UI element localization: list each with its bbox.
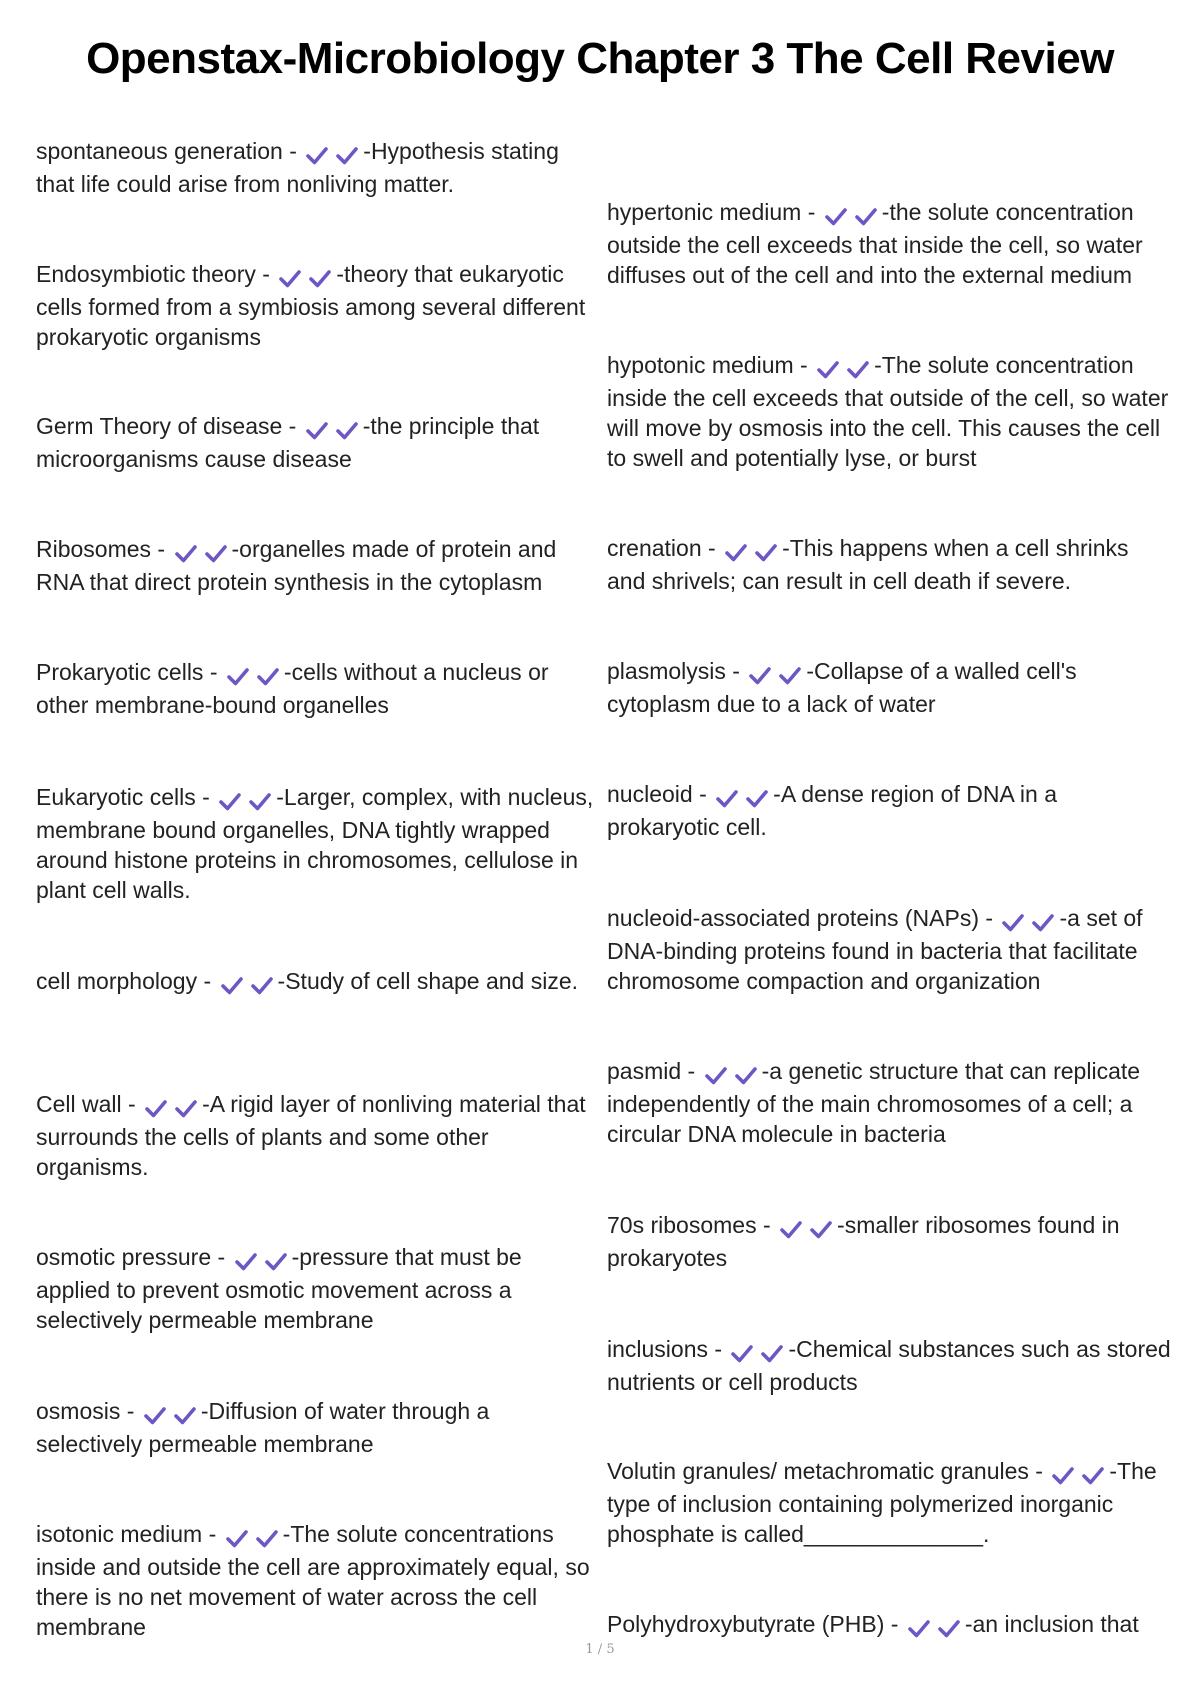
flashcard-entry: Eukaryotic cells - -Larger, complex, with nucleus, membrane bound organelles, DNA tightly wrapped around histone proteins in chromosomes, cellulose in plant cell walls. bbox=[36, 784, 594, 903]
flashcard-entry: cell morphology - -Study of cell shape and size. bbox=[36, 966, 596, 999]
check-marks bbox=[305, 139, 361, 169]
entry-definition: The solute concentration inside the cell exceeds that outside of the cell, so water will move by osmosis into the cell. This causes the cell to swell and potentially lyse, or burst bbox=[607, 352, 1169, 471]
flashcard-entry: nucleoid - -A dense region of DNA in a prokaryotic cell. bbox=[607, 781, 1057, 840]
checkmark-icon bbox=[937, 1618, 961, 1640]
check-marks bbox=[779, 1213, 835, 1243]
entry-term: crenation bbox=[607, 535, 702, 561]
check-marks bbox=[220, 969, 276, 999]
flashcard-entry: Germ Theory of disease - -the principle that microorganisms cause disease bbox=[36, 413, 540, 472]
checkmark-icon bbox=[854, 206, 878, 228]
check-marks bbox=[1001, 906, 1057, 936]
checkmark-icon bbox=[305, 145, 329, 167]
check-marks bbox=[305, 414, 361, 444]
entry-definition: A rigid layer of nonliving material that surrounds the cells of plants and some other organisms. bbox=[36, 1091, 586, 1180]
checkmark-icon bbox=[704, 1065, 728, 1087]
checkmark-icon bbox=[730, 1343, 754, 1365]
checkmark-icon bbox=[248, 791, 272, 813]
flashcard-entry: plasmolysis - -Collapse of a walled cell's cytoplasm due to a lack of water bbox=[607, 658, 1077, 717]
entry-definition: Hypothesis stating that life could arise from nonliving matter. bbox=[36, 138, 559, 197]
entry-term: osmotic pressure bbox=[36, 1244, 212, 1270]
check-marks bbox=[1051, 1459, 1107, 1489]
flashcard-entry: 70s ribosomes - -smaller ribosomes found in prokaryotes bbox=[607, 1212, 1120, 1271]
checkmark-icon bbox=[724, 542, 748, 564]
flashcard-entry: crenation - -This happens when a cell shrinks and shrivels; can result in cell death if severe. bbox=[607, 535, 1129, 594]
flashcard-entry: osmosis - -Diffusion of water through a selectively permeable membrane bbox=[36, 1398, 490, 1457]
check-marks bbox=[824, 200, 880, 230]
entry-definition: an inclusion that bbox=[972, 1611, 1139, 1637]
check-marks bbox=[704, 1059, 760, 1089]
entry-definition: This happens when a cell shrinks and shrivels; can result in cell death if severe. bbox=[607, 535, 1129, 594]
flashcard-entry: osmotic pressure - -pressure that must be applied to prevent osmotic movement across a selectively permeable membrane bbox=[36, 1244, 522, 1333]
entry-term: 70s ribosomes bbox=[607, 1212, 757, 1238]
checkmark-icon bbox=[250, 975, 274, 997]
entry-term: Cell wall bbox=[36, 1091, 122, 1117]
checkmark-icon bbox=[305, 420, 329, 442]
checkmark-icon bbox=[174, 543, 198, 565]
checkmark-icon bbox=[308, 268, 332, 290]
entry-definition: a genetic structure that can replicate independently of the main chromosomes of a cell; a circular DNA molecule in bacteria bbox=[607, 1058, 1141, 1147]
checkmark-icon bbox=[824, 206, 848, 228]
entry-term: Volutin granules/ metachromatic granules bbox=[607, 1458, 1029, 1484]
check-marks bbox=[715, 782, 771, 812]
entry-term: Germ Theory of disease bbox=[36, 413, 283, 439]
check-marks bbox=[143, 1399, 199, 1429]
entry-term: hypotonic medium bbox=[607, 352, 794, 378]
flashcard-entry: Ribosomes - -organelles made of protein and RNA that direct protein synthesis in the cytoplasm bbox=[36, 536, 557, 595]
checkmark-icon bbox=[816, 359, 840, 381]
check-marks bbox=[218, 785, 274, 815]
flashcard-entry: hypotonic medium - -The solute concentration inside the cell exceeds that outside of the cell, so water will move by osmosis into the cell. This causes the cell to swell and potentially lyse, or burst bbox=[607, 352, 1169, 471]
entry-definition: a set of DNA-binding proteins found in bacteria that facilitate chromosome compaction and organization bbox=[607, 905, 1143, 994]
checkmark-icon bbox=[760, 1343, 784, 1365]
checkmark-icon bbox=[748, 665, 772, 687]
checkmark-icon bbox=[143, 1405, 167, 1427]
checkmark-icon bbox=[255, 1528, 279, 1550]
checkmark-icon bbox=[809, 1219, 833, 1241]
checkmark-icon bbox=[1081, 1465, 1105, 1487]
checkmark-icon bbox=[779, 1219, 803, 1241]
flashcard-entry: Polyhydroxybutyrate (PHB) - -an inclusion that bbox=[607, 1609, 1172, 1642]
entry-term: pasmid bbox=[607, 1058, 682, 1084]
entry-definition: Larger, complex, with nucleus, membrane bound organelles, DNA tightly wrapped around histone proteins in chromosomes, cellulose in plant cell walls. bbox=[36, 784, 594, 903]
entry-term: nucleoid-associated proteins (NAPs) bbox=[607, 905, 980, 931]
entry-definition: A dense region of DNA in a prokaryotic cell. bbox=[607, 781, 1057, 840]
flashcard-entry: Prokaryotic cells - -cells without a nucleus or other membrane-bound organelles bbox=[36, 659, 549, 718]
entry-term: Polyhydroxybutyrate (PHB) bbox=[607, 1611, 885, 1637]
entry-term: osmosis bbox=[36, 1398, 121, 1424]
flashcard-entry: isotonic medium - -The solute concentrations inside and outside the cell are approximately equal, so there is no net movement of water across the cell membrane bbox=[36, 1521, 590, 1640]
entry-definition: The type of inclusion containing polymerized inorganic phosphate is called______________. bbox=[607, 1458, 1157, 1547]
check-marks bbox=[226, 660, 282, 690]
checkmark-icon bbox=[204, 543, 228, 565]
flashcard-entry: inclusions - -Chemical substances such as stored nutrients or cell products bbox=[607, 1336, 1171, 1395]
entry-term: Eukaryotic cells bbox=[36, 784, 196, 810]
checkmark-icon bbox=[745, 788, 769, 810]
entry-term: Prokaryotic cells bbox=[36, 659, 204, 685]
flashcard-entry: spontaneous generation - -Hypothesis stating that life could arise from nonliving matter. bbox=[36, 138, 559, 197]
flashcard-entry: hypertonic medium - -the solute concentration outside the cell exceeds that inside the cell, so water diffuses out of the cell and into the external medium bbox=[607, 199, 1143, 288]
entry-definition: Chemical substances such as stored nutrients or cell products bbox=[607, 1336, 1171, 1395]
checkmark-icon bbox=[218, 791, 242, 813]
check-marks bbox=[816, 353, 872, 383]
entry-definition: Study of cell shape and size. bbox=[285, 968, 579, 994]
entry-definition: Collapse of a walled cell's cytoplasm due to a lack of water bbox=[607, 658, 1077, 717]
checkmark-icon bbox=[173, 1405, 197, 1427]
entry-definition: organelles made of protein and RNA that direct protein synthesis in the cytoplasm bbox=[36, 536, 557, 595]
entry-definition: pressure that must be applied to prevent osmotic movement across a selectively permeable membrane bbox=[36, 1244, 522, 1333]
entry-definition: The solute concentrations inside and outside the cell are approximately equal, so there is no net movement of water across the cell membrane bbox=[36, 1521, 590, 1640]
check-marks bbox=[234, 1245, 290, 1275]
checkmark-icon bbox=[734, 1065, 758, 1087]
entry-term: cell morphology bbox=[36, 968, 198, 994]
checkmark-icon bbox=[220, 975, 244, 997]
check-marks bbox=[907, 1612, 963, 1642]
checkmark-icon bbox=[1031, 912, 1055, 934]
check-marks bbox=[278, 262, 334, 292]
entry-definition: theory that eukaryotic cells formed from a symbiosis among several different prokaryotic organisms bbox=[36, 261, 586, 350]
flashcard-entry: nucleoid-associated proteins (NAPs) - -a set of DNA-binding proteins found in bacteria that facilitate chromosome compaction and organization bbox=[607, 905, 1143, 994]
checkmark-icon bbox=[715, 788, 739, 810]
entry-term: hypertonic medium bbox=[607, 199, 802, 225]
checkmark-icon bbox=[778, 665, 802, 687]
checkmark-icon bbox=[278, 268, 302, 290]
checkmark-icon bbox=[1051, 1465, 1075, 1487]
check-marks bbox=[225, 1522, 281, 1552]
entry-definition: Diffusion of water through a selectively permeable membrane bbox=[36, 1398, 490, 1457]
checkmark-icon bbox=[256, 666, 280, 688]
checkmark-icon bbox=[225, 1528, 249, 1550]
checkmark-icon bbox=[754, 542, 778, 564]
checkmark-icon bbox=[144, 1098, 168, 1120]
entry-definition: the solute concentration outside the cell exceeds that inside the cell, so water diffuses out of the cell and into the external medium bbox=[607, 199, 1143, 288]
checkmark-icon bbox=[234, 1251, 258, 1273]
page-number: 1 / 5 bbox=[585, 1642, 615, 1657]
checkmark-icon bbox=[226, 666, 250, 688]
entry-term: Ribosomes bbox=[36, 536, 152, 562]
check-marks bbox=[144, 1092, 200, 1122]
checkmark-icon bbox=[335, 420, 359, 442]
checkmark-icon bbox=[1001, 912, 1025, 934]
checkmark-icon bbox=[907, 1618, 931, 1640]
flashcard-entry: Cell wall - -A rigid layer of nonliving material that surrounds the cells of plants and some other organisms. bbox=[36, 1091, 586, 1180]
entry-definition: cells without a nucleus or other membrane-bound organelles bbox=[36, 659, 549, 718]
entry-definition: smaller ribosomes found in prokaryotes bbox=[607, 1212, 1120, 1271]
page-title: Openstax-Microbiology Chapter 3 The Cell Review bbox=[86, 34, 1114, 83]
check-marks bbox=[748, 659, 804, 689]
checkmark-icon bbox=[335, 145, 359, 167]
flashcard-entry: pasmid - -a genetic structure that can replicate independently of the main chromosomes of a cell; a circular DNA molecule in bacteria bbox=[607, 1058, 1141, 1147]
entry-term: plasmolysis bbox=[607, 658, 726, 684]
checkmark-icon bbox=[846, 359, 870, 381]
entry-definition: the principle that microorganisms cause disease bbox=[36, 413, 540, 472]
entry-term: spontaneous generation bbox=[36, 138, 283, 164]
entry-term: nucleoid bbox=[607, 781, 693, 807]
flashcard-entry: Volutin granules/ metachromatic granules - -The type of inclusion containing polymerized inorganic phosphate is called______________. bbox=[607, 1458, 1157, 1547]
flashcard-entry: Endosymbiotic theory - -theory that eukaryotic cells formed from a symbiosis among several different prokaryotic organisms bbox=[36, 261, 586, 350]
entry-term: isotonic medium bbox=[36, 1521, 203, 1547]
entry-term: Endosymbiotic theory bbox=[36, 261, 256, 287]
entry-term: inclusions bbox=[607, 1336, 708, 1362]
checkmark-icon bbox=[174, 1098, 198, 1120]
check-marks bbox=[724, 536, 780, 566]
check-marks bbox=[730, 1337, 786, 1367]
checkmark-icon bbox=[264, 1251, 288, 1273]
check-marks bbox=[174, 537, 230, 567]
